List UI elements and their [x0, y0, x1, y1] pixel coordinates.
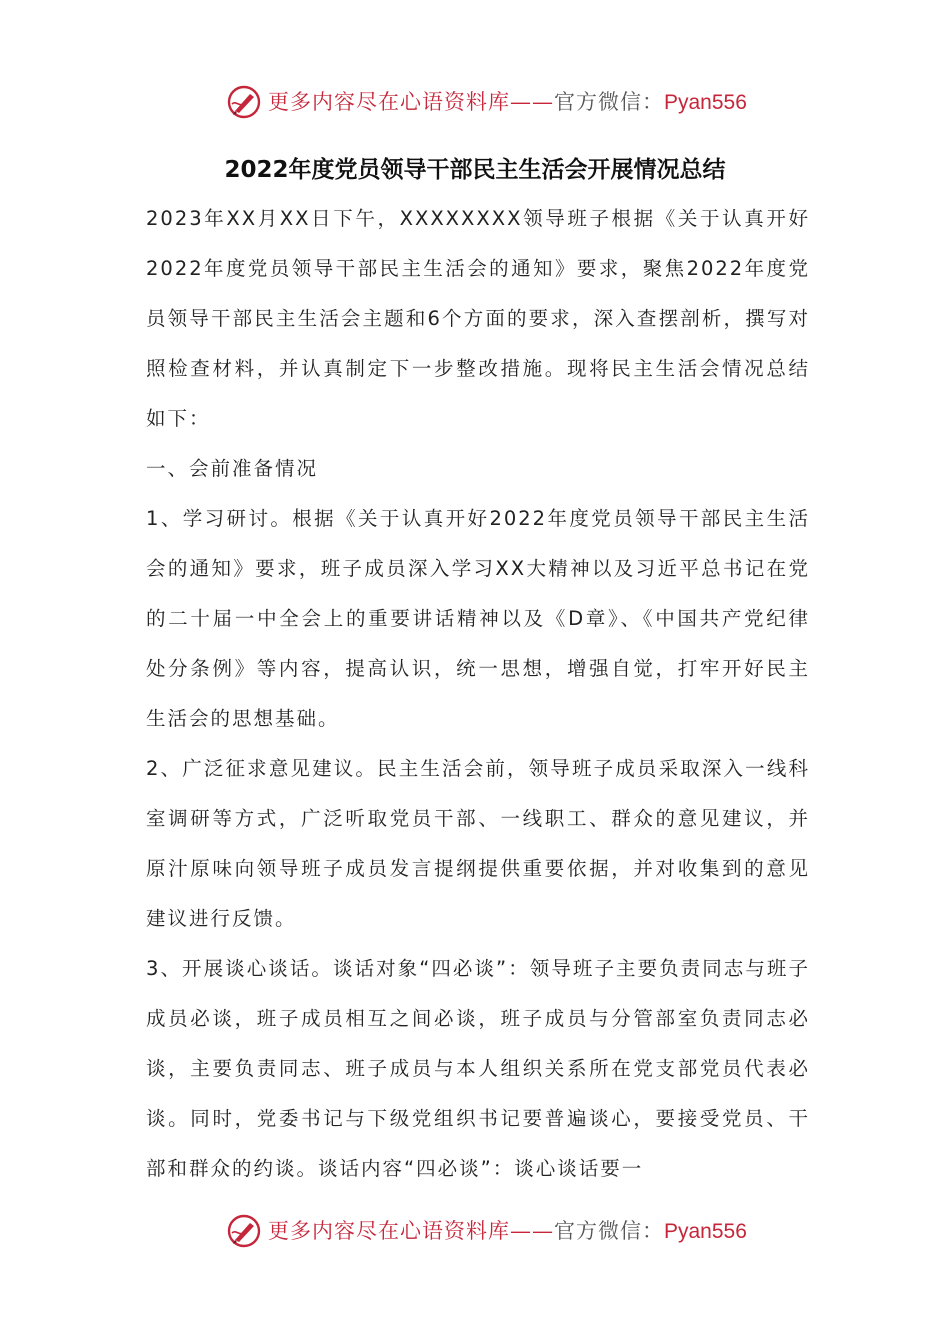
paragraph-item-2: 2、广泛征求意见建议。民主生活会前，领导班子成员采取深入一线科室调研等方式，广泛听取党员干部、一线职工、群众的意见建议，并原汁原味向领导班子成员发言提纲提供重要依据，并对收集到的意见建议进行反馈。 — [146, 757, 810, 930]
watermark-wechat-label: 官方微信： — [554, 1219, 664, 1243]
watermark-site-name: 更多内容尽在心语资料库 — [268, 1219, 510, 1243]
watermark-wechat-id: Pyan556 — [664, 1220, 747, 1243]
watermark-separator: —— — [510, 90, 554, 114]
footer-watermark-banner — [0, 1211, 950, 1251]
watermark-site-name: 更多内容尽在心语资料库 — [268, 90, 510, 114]
watermark-text — [268, 88, 747, 117]
paragraph-item-1: 1、学习研讨。根据《关于认真开好2022年度党员领导干部民主生活会的通知》要求，班子成员深入学习XX大精神以及习近平总书记在党的二十届一中全会上的重要讲话精神以及《D章》、《中国共产党纪律处分条例》等内容，提高认识，统一思想，增强自觉，打牢开好民主生活会的思想基础。 — [146, 507, 810, 730]
pen-logo-icon — [226, 1213, 262, 1249]
document-body — [146, 194, 810, 1194]
document-title: 2022年度党员领导干部民主生活会开展情况总结 — [224, 157, 726, 183]
watermark-separator: —— — [510, 1219, 554, 1243]
section-heading: 一、会前准备情况 — [146, 457, 319, 480]
pen-logo-icon — [226, 84, 262, 120]
watermark-text — [268, 1217, 747, 1246]
watermark-wechat-id: Pyan556 — [664, 91, 747, 114]
watermark-wechat-label: 官方微信： — [554, 90, 664, 114]
paragraph-intro: 2023年XX月XX日下午，XXXXXXXX领导班子根据《关于认真开好2022年度党员领导干部民主生活会的通知》要求，聚焦2022年度党员领导干部民主生活会主题和6个方面的要求，深入查摆剖析，撰写对照检查材料，并认真制定下一步整改措施。现将民主生活会情况总结如下： — [146, 207, 810, 430]
paragraph-item-3: 3、开展谈心谈话。谈话对象“四必谈”：领导班子主要负责同志与班子成员必谈，班子成员相互之间必谈，班子成员与分管部室负责同志必谈，主要负责同志、班子成员与本人组织关系所在党支部党员代表必谈。同时，党委书记与下级党组织书记要普遍谈心，要接受党员、干部和群众的约谈。谈话内容“四必谈”：谈心谈话要一 — [146, 957, 810, 1180]
header-watermark-banner — [0, 82, 950, 122]
